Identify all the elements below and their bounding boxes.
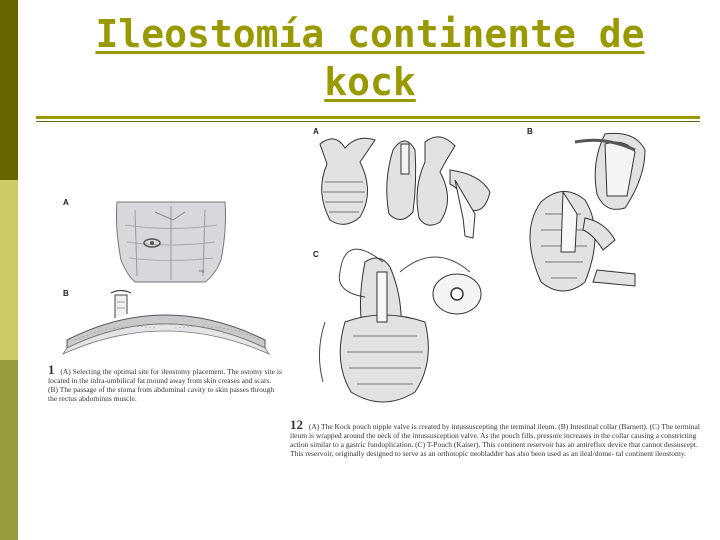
svg-text:sig.: sig.	[199, 268, 206, 273]
caption-text: (A) Selecting the optimal site for ileostomy placement. The ostomy site is located in the infra-umbilical fat mound away from skin creases and scars. (B) The passage of the stoma from abdominal cavity to skin passes through the rectus abdominus muscle.	[48, 367, 282, 403]
side-accent-bar-bottom	[0, 360, 18, 540]
figure-label-a: A	[313, 127, 319, 136]
figure-label-b: B	[527, 127, 533, 136]
caption-number: 1	[48, 362, 55, 377]
caption-text: (A) The Kock pouch nipple valve is created by intussuscepting the terminal ileum. (B) Intestinal collar (Barnett). (C) The terminal ileum is wrapped around the neck of the intussusception valve. As the pouch fills, pressure increases in the collar causing a constricting action similar to a gastric fundoplication. (C) T-Pouch (Kaiser). This continent reservoir has an antireflux device that cannot dessuscept. This reservoir, originally designed to serve as an orthotopic neobladder has also been used as an ileal/dome- tal continent ileostomy.	[290, 422, 700, 458]
side-accent-bar-top	[0, 0, 18, 180]
figure-label-c: C	[313, 250, 319, 259]
title-line-1: Ileostomía continente de	[95, 12, 645, 56]
title-line-2: kock	[324, 60, 416, 104]
caption-stoma-site	[48, 362, 283, 403]
figure-label-b: B	[63, 289, 69, 298]
figure-label-a: A	[63, 198, 69, 207]
caption-number: 12	[290, 417, 303, 432]
title-divider	[36, 116, 700, 119]
slide-title	[40, 10, 700, 106]
side-accent-bar-middle	[0, 180, 18, 360]
caption-kock-pouch	[290, 417, 702, 458]
